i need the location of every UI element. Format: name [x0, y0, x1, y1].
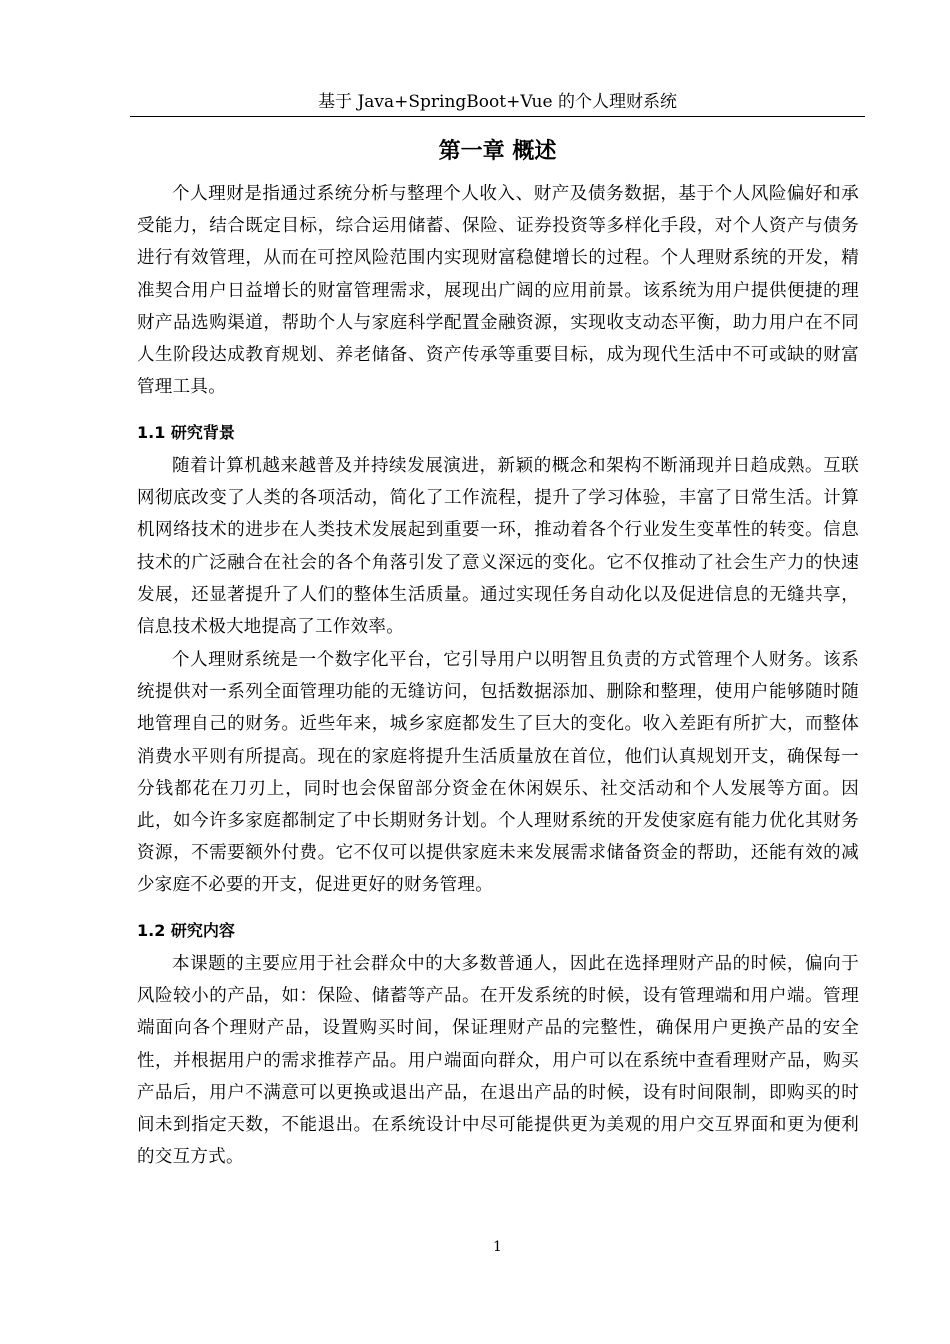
chapter-intro-paragraph: 个人理财是指通过系统分析与整理个人收入、财产及债务数据，基于个人风险偏好和承受能力，结合既定目标，综合运用储蓄、保险、证券投资等多样化手段，对个人资产与债务进行有效管理，从而在可控风险范围内实现财富稳健增长的过程。个人理财系统的开发，精准契合用户日益增长的财富管理需求，展现出广阔的应用前景。该系统为用户提供便捷的理财产品选购渠道，帮助个人与家庭科学配置金融资源，实现收支动态平衡，助力用户在不同人生阶段达成教育规划、养老储备、资产传承等重要目标，成为现代生活中不可或缺的财富管理工具。 — [137, 184, 859, 398]
section-title-content: 1.2 研究内容 — [137, 921, 235, 940]
page-header: 基于 Java+SpringBoot+Vue 的个人理财系统 — [130, 88, 865, 117]
background-paragraph-1: 随着计算机越来越普及并持续发展演进，新颖的概念和架构不断涌现并日趋成熟。互联网彻底改变了人类的各项活动，简化了工作流程，提升了学习体验，丰富了日常生活。计算机网络技术的进步在人类技术发展起到重要一环，推动着各个行业发生变革性的转变。信息技术的广泛融合在社会的各个角落引发了意义深远的变化。它不仅推动了社会生产力的快速发展，还显著提升了人们的整体生活质量。通过实现任务自动化以及促进信息的无缝共享，信息技术极大地提高了工作效率。 — [137, 456, 859, 638]
chapter-title: 第一章 概述 — [438, 139, 557, 164]
page-number: 1 — [493, 1239, 502, 1255]
background-paragraph-2: 个人理财系统是一个数字化平台，它引导用户以明智且负责的方式管理个人财务。该系统提供对一系列全面管理功能的无缝访问，包括数据添加、删除和整理，使用户能够随时随地管理自己的财务。近些年来，城乡家庭都发生了巨大的变化。收入差距有所扩大，而整体消费水平则有所提高。现在的家庭将提升生活质量放在首位，他们认真规划开支，确保每一分钱都花在刀刃上，同时也会保留部分资金在休闲娱乐、社交活动和个人发展等方面。因此，如今许多家庭都制定了中长期财务计划。个人理财系统的开发使家庭有能力优化其财务资源，不需要额外付费。它不仅可以提供家庭未来发展需求储备资金的帮助，还能有效的减少家庭不必要的开支，促进更好的财务管理。 — [137, 650, 859, 896]
section-title-background: 1.1 研究背景 — [137, 423, 235, 442]
content-paragraph: 本课题的主要应用于社会群众中的大多数普通人，因此在选择理财产品的时候，偏向于风险较小的产品，如：保险、储蓄等产品。在开发系统的时候，设有管理端和用户端。管理端面向各个理财产品，设置购买时间，保证理财产品的完整性，确保用户更换产品的安全性，并根据用户的需求推荐产品。用户端面向群众，用户可以在系统中查看理财产品，购买产品后，用户不满意可以更换或退出产品，在退出产品的时候，设有时间限制，即购买的时间未到指定天数，不能退出。在系统设计中尽可能提供更为美观的用户交互界面和更为便利的交互方式。 — [137, 954, 859, 1168]
